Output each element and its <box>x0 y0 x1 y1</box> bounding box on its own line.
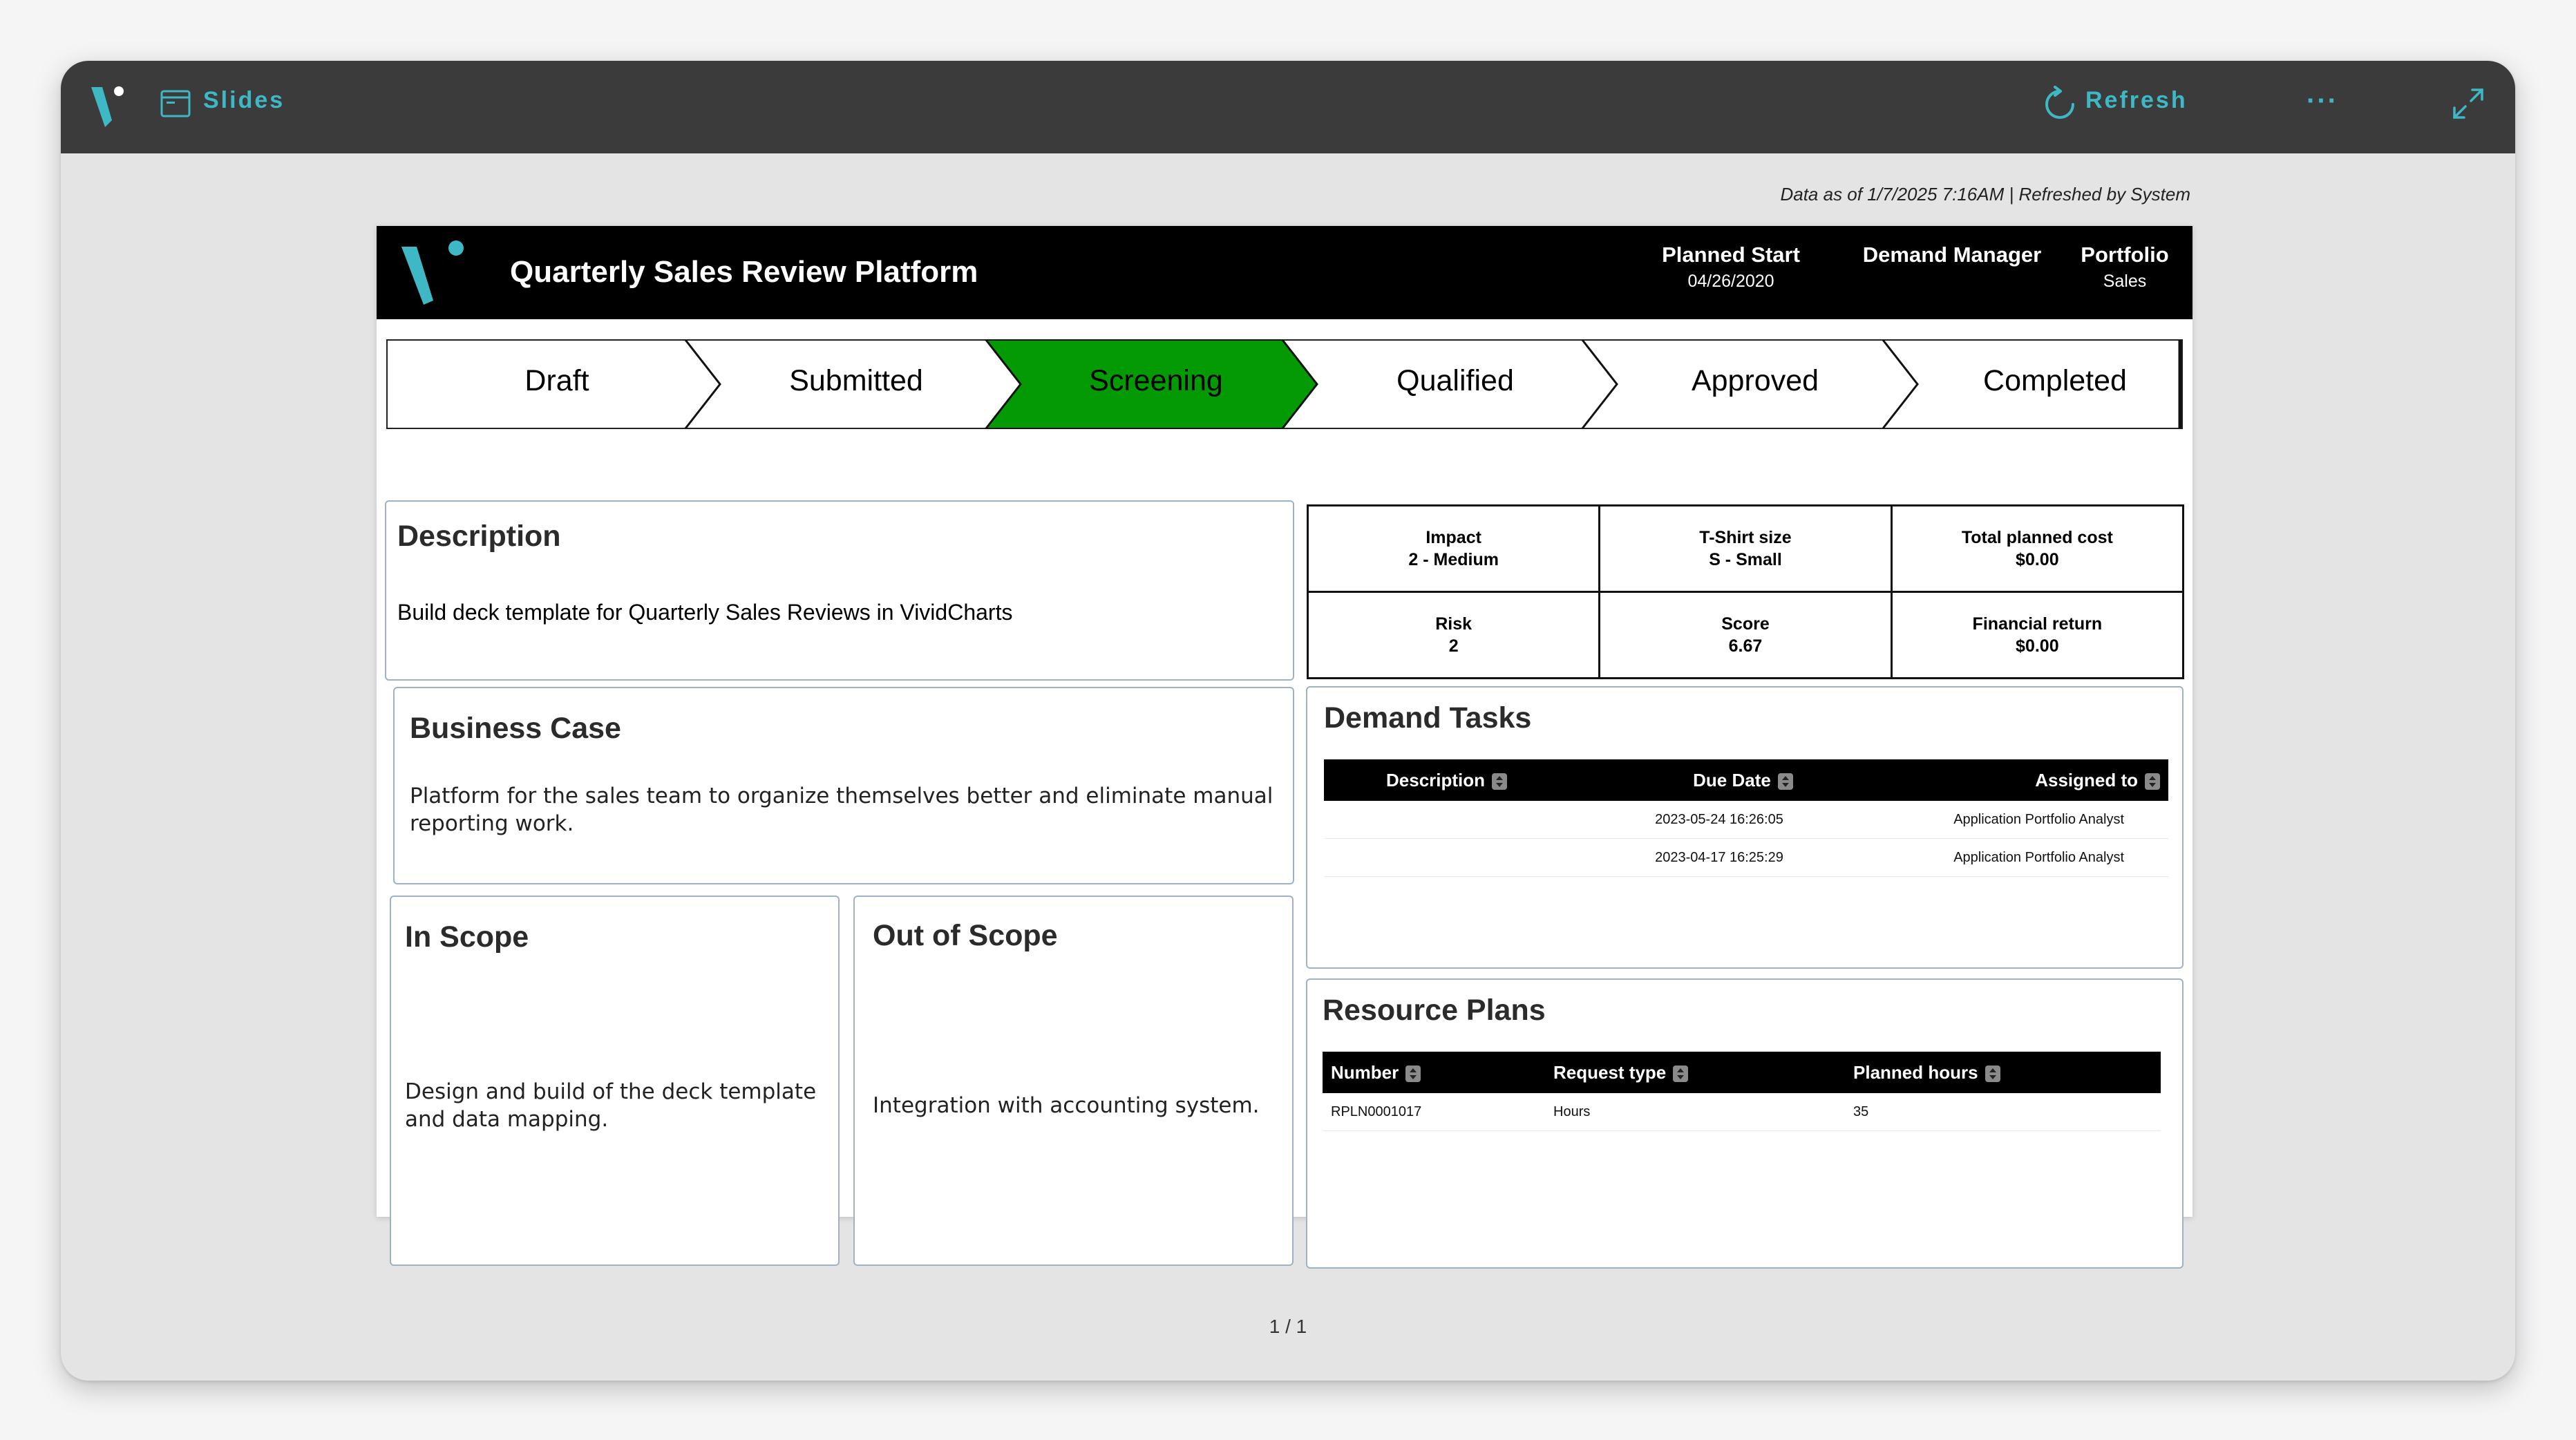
tshirt-size-cell <box>1600 506 1891 592</box>
in-scope-title: In Scope <box>405 920 529 954</box>
plan-planned-hours: 35 <box>1845 1093 2161 1131</box>
out-of-scope-title: Out of Scope <box>873 919 1058 952</box>
financial-return-cell <box>1891 592 2183 679</box>
refresh-button[interactable]: Refresh <box>2085 87 2188 113</box>
slide-title: Quarterly Sales Review Platform <box>510 255 978 289</box>
plan-number: RPLN0001017 <box>1323 1093 1545 1131</box>
page-indicator: 1 / 1 <box>1269 1316 1307 1337</box>
demand-manager-field <box>1862 243 2042 272</box>
business-case-panel <box>393 687 1294 884</box>
in-scope-text: Design and build of the deck template and data mapping. <box>405 1079 817 1132</box>
top-bar <box>61 61 2515 153</box>
description-text: Build deck template for Quarterly Sales Reviews in VividCharts <box>397 600 1013 625</box>
metric-label: Score <box>1721 614 1770 634</box>
sort-icon[interactable] <box>1673 1065 1688 1082</box>
description-panel <box>385 500 1294 681</box>
demand-tasks-panel <box>1306 686 2184 969</box>
stage-draft: Draft <box>524 364 589 397</box>
more-options-icon[interactable]: ··· <box>2307 86 2338 116</box>
planned-start-value: 04/26/2020 <box>1687 272 1774 291</box>
metric-value: 6.67 <box>1728 636 1763 656</box>
resource-plans-title: Resource Plans <box>1323 994 1546 1027</box>
metric-label: Risk <box>1435 614 1472 634</box>
total-planned-cost-cell <box>1891 506 2183 592</box>
task-due-date: 2023-04-17 16:25:29 <box>1624 839 1945 877</box>
slide-header <box>377 226 2193 319</box>
plan-request-type: Hours <box>1545 1093 1845 1131</box>
refresh-icon[interactable] <box>2041 86 2078 123</box>
stage-submitted: Submitted <box>789 364 923 397</box>
portfolio-field <box>2070 243 2180 292</box>
metric-value: 2 <box>1448 636 1459 656</box>
out-of-scope-text: Integration with accounting system. <box>873 1093 1260 1118</box>
v-logo-icon <box>397 240 473 309</box>
stage-progress <box>386 339 2183 429</box>
business-case-title: Business Case <box>410 712 621 745</box>
stage-screening: Screening <box>1089 364 1223 397</box>
score-cell <box>1600 592 1891 679</box>
risk-cell <box>1308 592 1600 679</box>
resource-plans-panel <box>1306 978 2184 1269</box>
table-row <box>1324 839 2168 877</box>
metric-label: Impact <box>1426 528 1481 547</box>
sort-icon[interactable] <box>1985 1065 2000 1082</box>
demand-manager-label: Demand Manager <box>1862 243 2042 267</box>
metric-value: S - Small <box>1709 550 1782 569</box>
v-logo-icon[interactable] <box>82 82 144 130</box>
sort-icon[interactable] <box>1405 1065 1421 1082</box>
column-header-number[interactable]: Number <box>1323 1052 1545 1093</box>
column-header-planned-hours[interactable]: Planned hours <box>1845 1052 2161 1093</box>
data-timestamp: Data as of 1/7/2025 7:16AM | Refreshed by System <box>1780 184 2190 205</box>
column-header-due-date[interactable]: Due Date <box>1624 759 1945 801</box>
table-row <box>1323 1093 2161 1131</box>
column-header-assigned-to[interactable]: Assigned to <box>1945 759 2168 801</box>
portfolio-label: Portfolio <box>2081 243 2169 267</box>
task-assigned-to: Application Portfolio Analyst <box>1945 801 2168 839</box>
business-case-text: Platform for the sales team to organize themselves better and eliminate manual reporting work. <box>410 784 1273 836</box>
metric-label: Financial return <box>1972 614 2103 634</box>
planned-start-label: Planned Start <box>1662 243 1800 267</box>
metrics-grid <box>1307 504 2184 679</box>
metric-value: 2 - Medium <box>1408 550 1499 569</box>
expand-icon[interactable] <box>2450 86 2486 122</box>
stage-approved: Approved <box>1691 364 1819 397</box>
task-description <box>1324 801 1624 839</box>
out-of-scope-panel <box>853 896 1294 1266</box>
in-scope-panel <box>390 896 840 1266</box>
metric-value: $0.00 <box>2016 636 2059 656</box>
impact-cell <box>1308 506 1600 592</box>
slides-icon[interactable] <box>160 90 191 117</box>
task-description <box>1324 839 1624 877</box>
metric-label: T-Shirt size <box>1699 528 1792 547</box>
metric-label: Total planned cost <box>1961 528 2113 547</box>
column-header-request-type[interactable]: Request type <box>1545 1052 1845 1093</box>
sort-icon[interactable] <box>2145 773 2160 790</box>
demand-tasks-title: Demand Tasks <box>1324 701 1532 735</box>
task-assigned-to: Application Portfolio Analyst <box>1945 839 2168 877</box>
sort-icon[interactable] <box>1778 773 1793 790</box>
slides-button[interactable]: Slides <box>203 87 285 113</box>
slide <box>377 226 2193 1217</box>
planned-start-field <box>1662 243 1800 292</box>
stage-qualified: Qualified <box>1396 364 1514 397</box>
stage-completed: Completed <box>1983 364 2127 397</box>
demand-tasks-table <box>1324 759 2168 877</box>
description-title: Description <box>397 520 561 553</box>
app-window <box>61 61 2515 1381</box>
task-due-date: 2023-05-24 16:26:05 <box>1624 801 1945 839</box>
sort-icon[interactable] <box>1492 773 1507 790</box>
table-row <box>1324 801 2168 839</box>
portfolio-value: Sales <box>2103 272 2147 291</box>
column-header-description[interactable]: Description <box>1324 759 1624 801</box>
resource-plans-table <box>1323 1052 2161 1131</box>
metric-value: $0.00 <box>2016 550 2059 569</box>
